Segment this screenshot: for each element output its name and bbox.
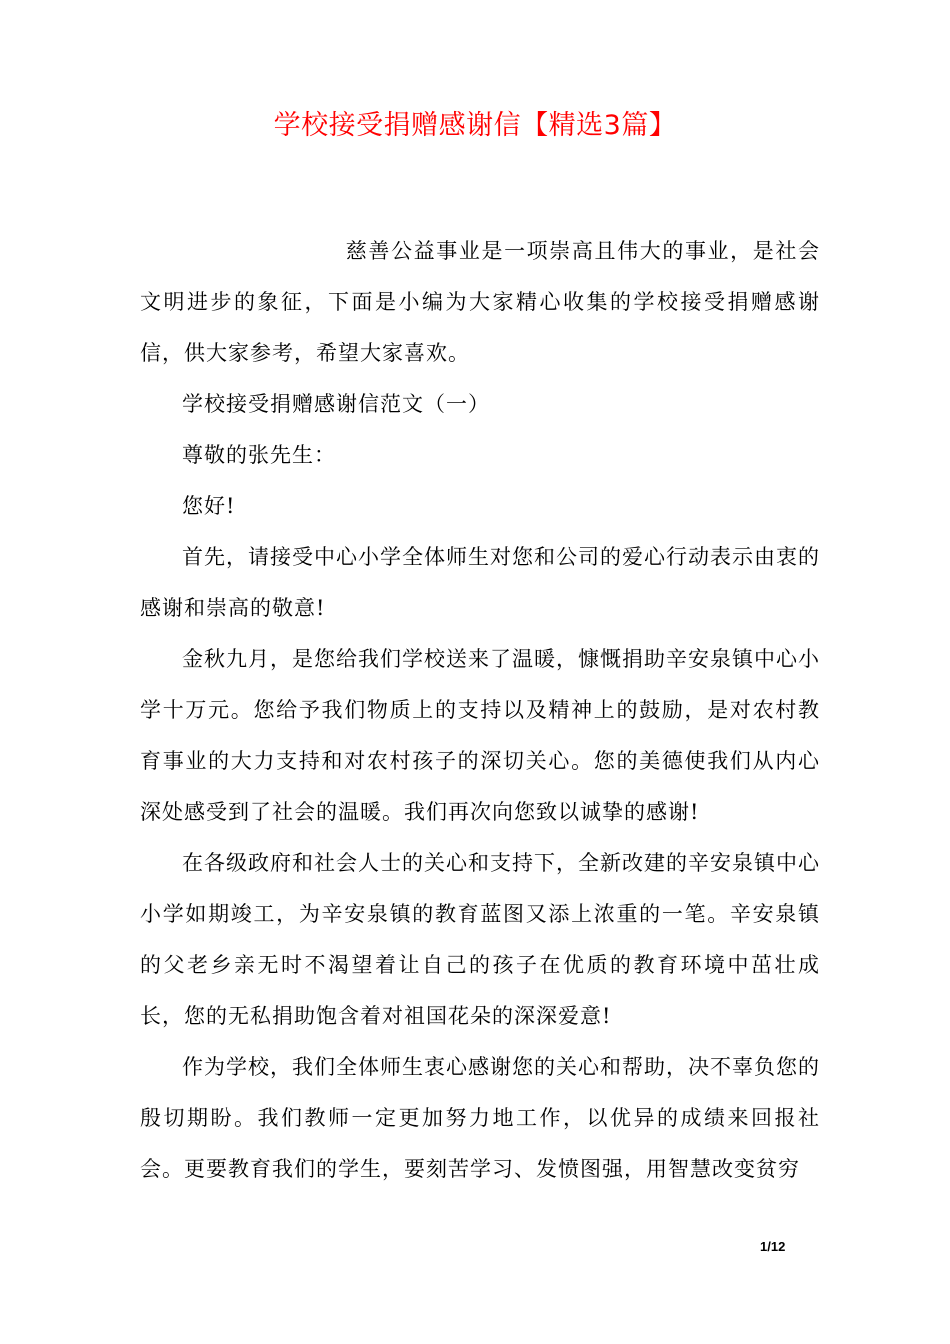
page-number: 1/12 xyxy=(760,1239,786,1254)
document-title: 学校接受捐赠感谢信【精选3篇】 xyxy=(273,110,677,141)
letter-heading: 学校接受捐赠感谢信范文（一） xyxy=(182,392,490,416)
greeting: 您好! xyxy=(182,494,236,518)
body-paragraph: 首先，请接受中心小学全体师生对您和公司的爱心行动表示由衷的感谢和崇高的敬意! xyxy=(140,545,820,620)
body-paragraph: 在各级政府和社会人士的关心和支持下，全新改建的辛安泉镇中心小学如期竣工，为辛安泉镇的教育蓝图又添上浓重的一笔。辛安泉镇的父老乡亲无时不渴望着让自己的孩子在优质的教育环境中茁壮成长，您的无私捐助饱含着对祖国花朵的深深爱意! xyxy=(140,851,820,1028)
body-paragraph: 金秋九月，是您给我们学校送来了温暖，慷慨捐助辛安泉镇中心小学十万元。您给予我们物质上的支持以及精神上的鼓励，是对农村教育事业的大力支持和对农村孩子的深切关心。您的美德使我们从内心深处感受到了社会的温暖。我们再次向您致以诚挚的感谢! xyxy=(140,647,820,824)
intro-paragraph: 慈善公益事业是一项崇高且伟大的事业，是社会文明进步的象征，下面是小编为大家精心收集的学校接受捐赠感谢信，供大家参考，希望大家喜欢。 xyxy=(140,239,820,365)
document-body xyxy=(140,226,820,1195)
body-paragraph: 作为学校，我们全体师生衷心感谢您的关心和帮助，决不辜负您的殷切期盼。我们教师一定更加努力地工作，以优异的成绩来回报社会。更要教育我们的学生，要刻苦学习、发愤图强，用智慧改变贫穷 xyxy=(140,1055,820,1181)
salutation: 尊敬的张先生： xyxy=(182,443,336,467)
